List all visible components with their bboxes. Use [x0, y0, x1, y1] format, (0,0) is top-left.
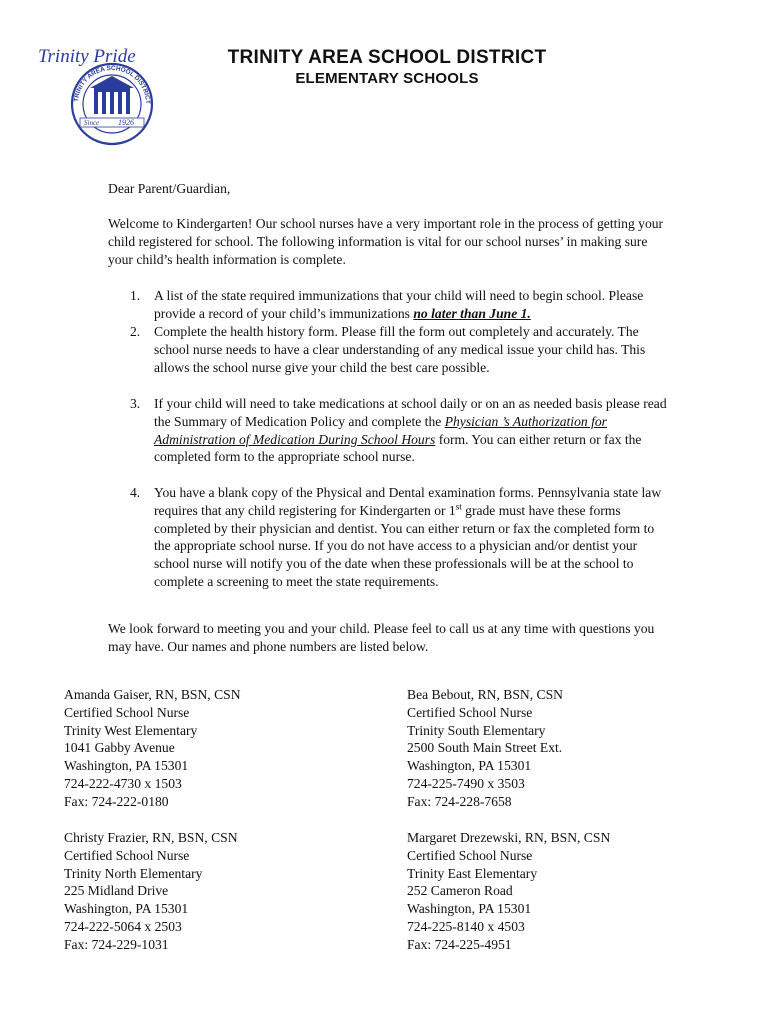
list-item-text: You have a blank copy of the Physical and Dental examination forms. Pennsylvania state law requires that any child registering for Kindergarten or 1st grade must have these forms completed by their physician and dentist. You can either return or fax the completed form to the appropriate school nurse. If you do not have access to a physician and/or dentist your school nurse will notify you of the date when these professionals will be at the school to complete a screening to meet the state requirements. — [154, 485, 662, 589]
district-subtitle: ELEMENTARY SCHOOLS — [295, 70, 479, 87]
district-title: TRINITY AREA SCHOOL DISTRICT — [227, 47, 547, 68]
logo-script-text: Trinity Pride — [38, 46, 136, 67]
nurse-name: Bea Bebout, RN, BSN, CSN — [407, 687, 563, 702]
fax-number: Fax: 724-229-1031 — [64, 936, 169, 952]
district-logo — [34, 42, 172, 148]
contact-block — [407, 829, 610, 954]
list-item-text: A list of the state required immunizations that your child will need to begin school. Please provide a record of your child’s immunizations no later than June 1. — [154, 288, 644, 321]
list-item-number: 4. — [130, 485, 141, 500]
logo-since: Since — [84, 119, 100, 127]
street-address: 225 Midland Drive — [64, 883, 169, 899]
school-name: Trinity North Elementary — [64, 865, 203, 881]
list-item-number: 2. — [130, 324, 141, 339]
phone-number: 724-225-7490 x 3503 — [407, 775, 525, 791]
city-state-zip: Washington, PA 15301 — [64, 758, 189, 774]
school-name: Trinity South Elementary — [407, 722, 546, 738]
list-item-text: Complete the health history form. Please fill the form out completely and accurately. The school nurse needs to have a clear understanding of any medical issue your child has. This allows the school nurse give your child the best care possible. — [154, 324, 646, 375]
contact-block — [64, 686, 241, 811]
nurse-name: Amanda Gaiser, RN, BSN, CSN — [64, 687, 241, 702]
nurse-name: Christy Frazier, RN, BSN, CSN — [64, 830, 238, 845]
nurse-role: Certified School Nurse — [64, 847, 190, 863]
phone-number: 724-222-4730 x 1503 — [64, 775, 182, 791]
salutation: Dear Parent/Guardian, — [108, 181, 231, 196]
closing-paragraph: We look forward to meeting you and your child. Please feel to call us at any time with questions you may have. Our names and phone numbers are listed below. — [108, 621, 655, 654]
nurse-name: Margaret Drezewski, RN, BSN, CSN — [407, 830, 611, 845]
city-state-zip: Washington, PA 15301 — [64, 901, 189, 917]
form-name-part-1: Physician ’s Authorization for — [444, 413, 607, 429]
contact-block — [64, 829, 238, 954]
form-name-part-2: Administration of Medication During School Hours — [154, 431, 436, 447]
street-address: 252 Cameron Road — [407, 883, 513, 899]
school-name: Trinity East Elementary — [407, 865, 538, 881]
list-item-number: 3. — [130, 396, 141, 411]
nurse-role: Certified School Nurse — [407, 847, 533, 863]
nurse-role: Certified School Nurse — [64, 704, 190, 720]
street-address: 1041 Gabby Avenue — [64, 740, 175, 756]
logo-ring-text: TRINITY AREA SCHOOL DISTRICT — [73, 64, 152, 105]
intro-paragraph: Welcome to Kindergarten! Our school nurses have a very important role in the process of getting your child registered for school. The following information is vital for our school nurses’ in making sure your child’s health information is complete. — [108, 216, 664, 267]
school-name: Trinity West Elementary — [64, 722, 198, 738]
city-state-zip: Washington, PA 15301 — [407, 901, 532, 917]
contact-block — [407, 686, 563, 811]
phone-number: 724-225-8140 x 4503 — [407, 918, 525, 934]
city-state-zip: Washington, PA 15301 — [407, 758, 532, 774]
list-item-number: 1. — [130, 288, 141, 303]
list-item-text: If your child will need to take medications at school daily or on an as needed basis please read the Summary of Medication Policy and complete the Physician ’s Authorization for Administration of Medication During School Hours form. You can either return or fax the completed form to the appropriate school nurse. — [154, 396, 667, 465]
fax-number: Fax: 724-222-0180 — [64, 793, 169, 809]
nurse-role: Certified School Nurse — [407, 704, 533, 720]
fax-number: Fax: 724-225-4951 — [407, 936, 512, 952]
fax-number: Fax: 724-228-7658 — [407, 793, 512, 809]
logo-year: 1926 — [118, 118, 134, 127]
street-address: 2500 South Main Street Ext. — [407, 740, 563, 756]
deadline-emphasis: no later than June 1. — [413, 305, 531, 321]
phone-number: 724-222-5064 x 2503 — [64, 918, 182, 934]
